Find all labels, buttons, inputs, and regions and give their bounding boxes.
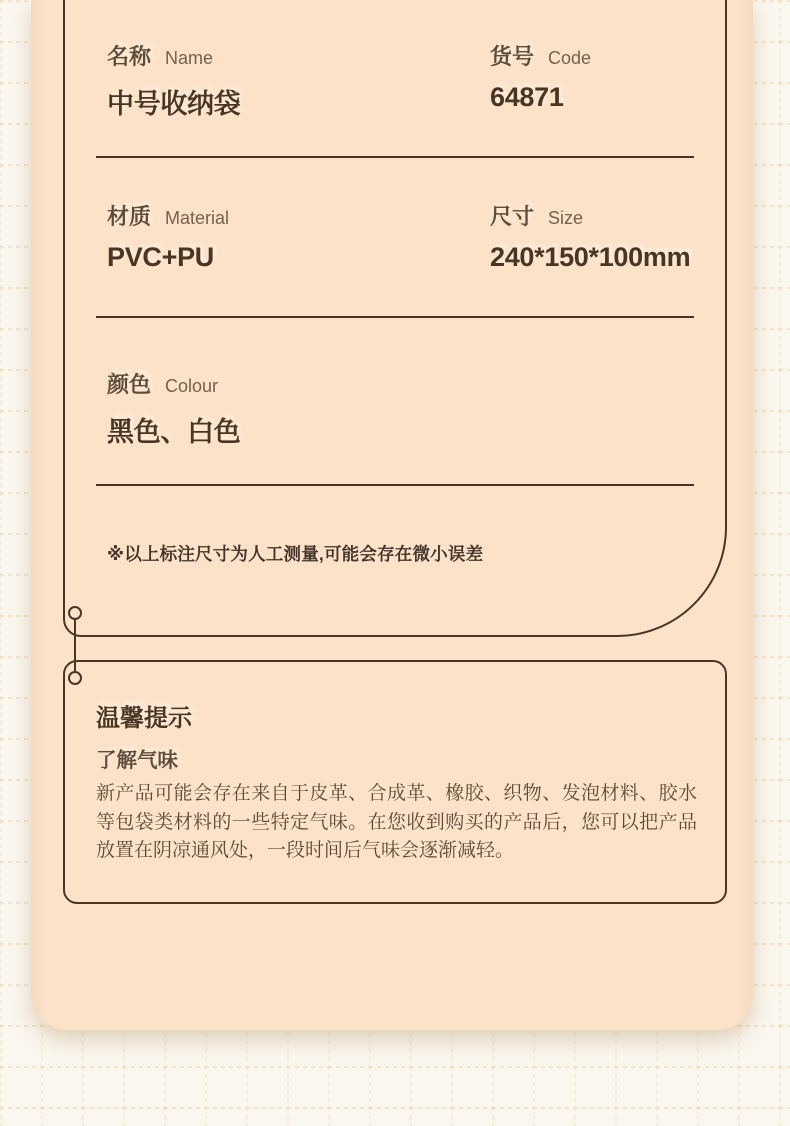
measurement-note: ※以上标注尺寸为人工测量,可能会存在微小误差 [107, 544, 484, 564]
divider-3 [96, 484, 694, 486]
value-material: PVC+PU [107, 242, 214, 272]
label-code-en: Code [548, 48, 592, 68]
label-material-cn: 材质 [107, 204, 152, 229]
value-colour: 黑色、白色 [107, 417, 241, 447]
label-name-cn: 名称 [107, 44, 152, 69]
connector-ring-top [68, 606, 82, 620]
spec-label-colour [107, 368, 218, 399]
value-size: 240*150*100mm [490, 242, 691, 272]
label-code-cn: 货号 [490, 44, 535, 69]
label-size-cn: 尺寸 [490, 204, 535, 229]
spec-label-code [490, 40, 591, 71]
label-colour-cn: 颜色 [107, 372, 152, 397]
tips-subtitle: 了解气味 [96, 749, 178, 772]
product-spec-card [31, 0, 753, 1030]
label-material-en: Material [165, 208, 230, 228]
value-product-code: 64871 [490, 82, 564, 112]
spec-label-name [107, 40, 213, 71]
spec-label-material [107, 200, 229, 231]
label-colour-en: Colour [165, 376, 219, 396]
value-product-name: 中号收纳袋 [107, 89, 241, 119]
spec-label-size [490, 200, 583, 231]
connector-ring-bottom [68, 671, 82, 685]
tips-body-text: 新产品可能会存在来自于皮革、合成革、橡胶、织物、发泡材料、胶水等包袋类材料的一些特定气味。在您收到购买的产品后，您可以把产品放置在阴凉通风处，一段时间后气味会逐渐减轻。 [96, 783, 697, 861]
divider-2 [96, 316, 694, 318]
divider-1 [96, 156, 694, 158]
label-name-en: Name [165, 48, 214, 68]
connector-line [74, 613, 76, 678]
label-size-en: Size [548, 208, 584, 228]
tips-title: 温馨提示 [96, 705, 192, 732]
